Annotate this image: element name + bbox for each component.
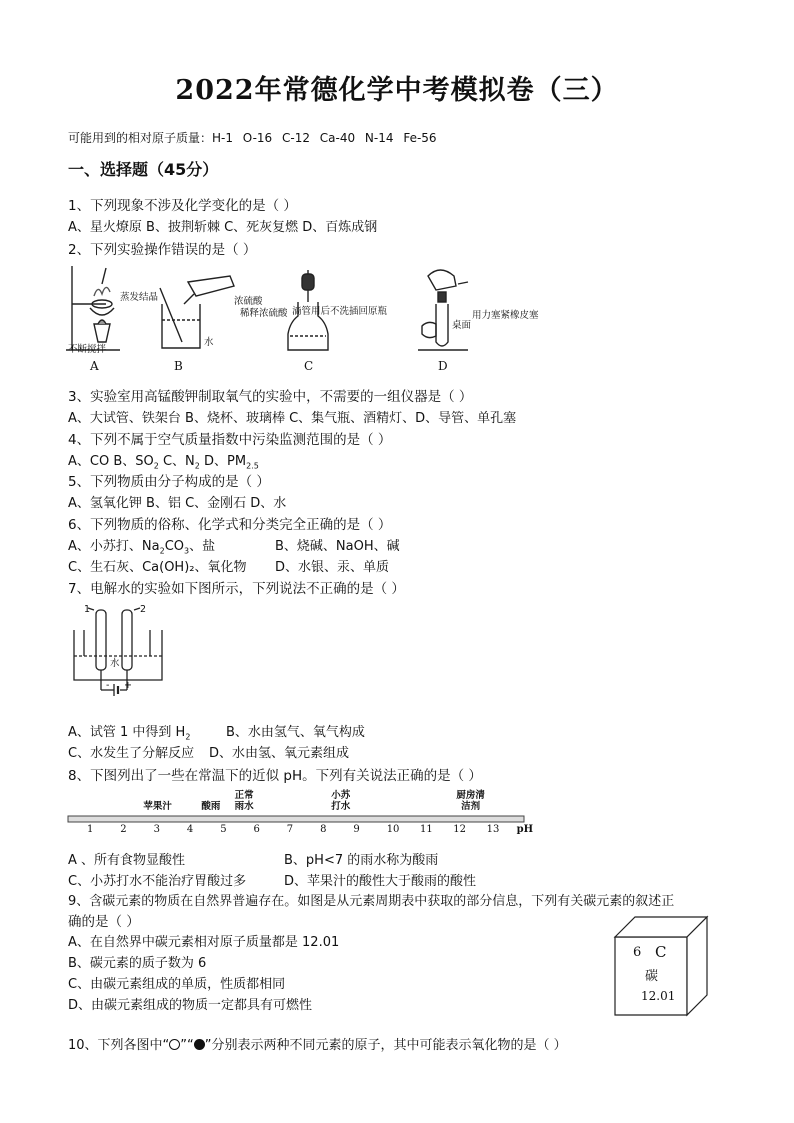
question-9-option-c: C、由碳元素组成的单质，性质都相同 — [68, 977, 286, 992]
fig-d-label: 用力塞紧橡皮塞 — [472, 310, 539, 321]
question-9-option-a: A、在自然界中碳元素相对原子质量都是 12.01 — [68, 935, 340, 950]
electrolysis-figure — [70, 600, 170, 710]
question-7-option-b: B、水由氢气、氧气构成 — [226, 725, 365, 740]
ph-tick-8: 8 — [320, 824, 327, 835]
question-8-stem: 8、下图列出了一些在常温下的近似 pH。下列有关说法正确的是（ ） — [68, 768, 482, 784]
question-8-option-d: D、苹果汁的酸性大于酸雨的酸性 — [284, 874, 477, 889]
fig-b-label: 稀释浓硫酸 — [240, 308, 288, 319]
question-4-stem: 4、下列不属于空气质量指数中污染监测范围的是（ ） — [68, 432, 392, 448]
ph-tick-9: 9 — [353, 824, 360, 835]
question-1-stem: 1、下列现象不涉及化学变化的是（ ） — [68, 198, 297, 214]
ph-label-2: 正常 雨水 — [234, 790, 254, 812]
fig-b-water-label: 水 — [204, 337, 214, 348]
minus-label: - — [106, 680, 110, 691]
evaporation-apparatus — [66, 266, 120, 350]
question-9-stem-line-1: 9、含碳元素的物质在自然界普遍存在。如图是从元素周期表中获取的部分信息，下列有关碳元素的叙述正 — [68, 894, 675, 909]
element-name: 碳 — [645, 969, 659, 984]
fig-a-sub-label: 不断搅拌 — [68, 344, 107, 355]
dilution-apparatus — [160, 276, 234, 348]
ph-tick-12: 12 — [453, 824, 467, 835]
question-6-option-d: D、水银、汞、单质 — [275, 560, 390, 575]
question-6-option-c: C、生石灰、Ca(OH)₂、氧化物 — [68, 560, 247, 575]
ph-label-0: 苹果汁 — [143, 801, 172, 812]
ph-label-3: 小苏 打水 — [331, 790, 351, 812]
fig-letter-b: B — [174, 359, 183, 373]
question-6-option-a: A、小苏打、$Na_2CO_3$、盐 — [68, 539, 216, 556]
periodic-table-cell — [613, 915, 710, 1018]
section-heading: 一、选择题（45分） — [68, 160, 219, 179]
ph-tick-13: 13 — [486, 824, 500, 835]
fig-c-label: 滴管用后不洗插回原瓶 — [292, 306, 388, 317]
ph-label-4: 厨房清 洁剂 — [456, 790, 485, 812]
page-title: 2022年常德化学中考模拟卷（三） — [175, 75, 619, 106]
fig-letter-d: D — [438, 359, 448, 373]
question-8-option-a: A 、所有食物显酸性 — [68, 853, 186, 868]
element-number: 6 — [633, 945, 642, 960]
fig-b-acid-label: 浓硫酸 — [234, 296, 263, 307]
ph-tick-2: 2 — [120, 824, 127, 835]
lab-operations-figure — [66, 262, 556, 374]
white-circle-icon — [169, 1039, 180, 1050]
question-3-stem: 3、实验室用高锰酸钾制取氧气的实验中，不需要的一组仪器是（ ） — [68, 389, 473, 405]
tube-1-label: 1 — [84, 604, 91, 615]
ph-tick-7: 7 — [286, 824, 294, 835]
ph-tick-5: 5 — [220, 824, 227, 835]
fig-d-table-label: 桌面 — [452, 320, 472, 331]
element-mass: 12.01 — [641, 989, 676, 1003]
ph-tick-3: 3 — [153, 824, 160, 835]
question-9-option-d: D、由碳元素组成的物质一定都具有可燃性 — [68, 998, 313, 1013]
fig-a-label: 蒸发结晶 — [120, 292, 159, 303]
question-7-option-c: C、水发生了分解反应 — [68, 746, 195, 761]
tube-2-label: 2 — [140, 604, 147, 615]
fig-letter-a: A — [90, 359, 99, 373]
ph-tick-4: 4 — [186, 824, 194, 835]
question-6-stem: 6、下列物质的俗称、化学式和分类完全正确的是（ ） — [68, 517, 392, 533]
question-5-options: A、氢氧化钾 B、铝 C、金刚石 D、水 — [68, 496, 287, 511]
atomic-masses: 可能用到的相对原子质量：H-1 O-16 C-12 Ca-40 N-14 Fe-56 — [68, 131, 437, 145]
ph-unit: pH — [516, 824, 534, 835]
ph-tick-10: 10 — [386, 824, 400, 835]
question-4-options: A、CO B、$SO_2$ C、$N_2$ D、$PM_{2.5}$ — [68, 454, 259, 471]
fig-letter-c: C — [304, 359, 314, 373]
question-7-stem: 7、电解水的实验如下图所示，下列说法不正确的是（ ） — [68, 581, 405, 597]
question-7-option-d: D、水由氢、氧元素组成 — [209, 746, 350, 761]
question-7-option-a: A、试管 1 中得到 $H_2$ — [68, 725, 191, 742]
question-9-option-b: B、碳元素的质子数为 6 — [68, 956, 207, 971]
ph-scale-figure — [66, 786, 546, 838]
question-2-stem: 2、下列实验操作错误的是（ ） — [68, 242, 257, 258]
ph-tick-11: 11 — [420, 824, 433, 835]
ph-label-1: 酸雨 — [201, 801, 221, 812]
question-10-stem: 10、下列各图中“ ”“ ”分别表示两种不同元素的原子，其中可能表示氧化物的是（ ） — [68, 1038, 567, 1053]
plus-label: + — [124, 680, 132, 691]
question-3-options: A、大试管、铁架台 B、烧杯、玻璃棒 C、集气瓶、酒精灯、D、导管、单孔塞 — [68, 411, 517, 426]
question-1-options: A、星火燎原 B、披荆斩棘 C、死灰复燃 D、百炼成钢 — [68, 220, 378, 235]
black-circle-icon — [194, 1039, 205, 1050]
ph-tick-6: 6 — [253, 824, 260, 835]
element-symbol: C — [655, 943, 667, 961]
question-5-stem: 5、下列物质由分子构成的是（ ） — [68, 474, 270, 490]
stopper-test-tube — [418, 270, 468, 350]
water-label: 水 — [110, 658, 120, 669]
question-8-option-b: B、pH<7 的雨水称为酸雨 — [284, 853, 439, 868]
ph-tick-1: 1 — [87, 824, 94, 835]
question-9-stem-line-2: 确的是（ ） — [68, 914, 140, 930]
question-6-option-b: B、烧碱、NaOH、碱 — [275, 539, 400, 554]
question-8-option-c: C、小苏打水不能治疗胃酸过多 — [68, 874, 247, 889]
